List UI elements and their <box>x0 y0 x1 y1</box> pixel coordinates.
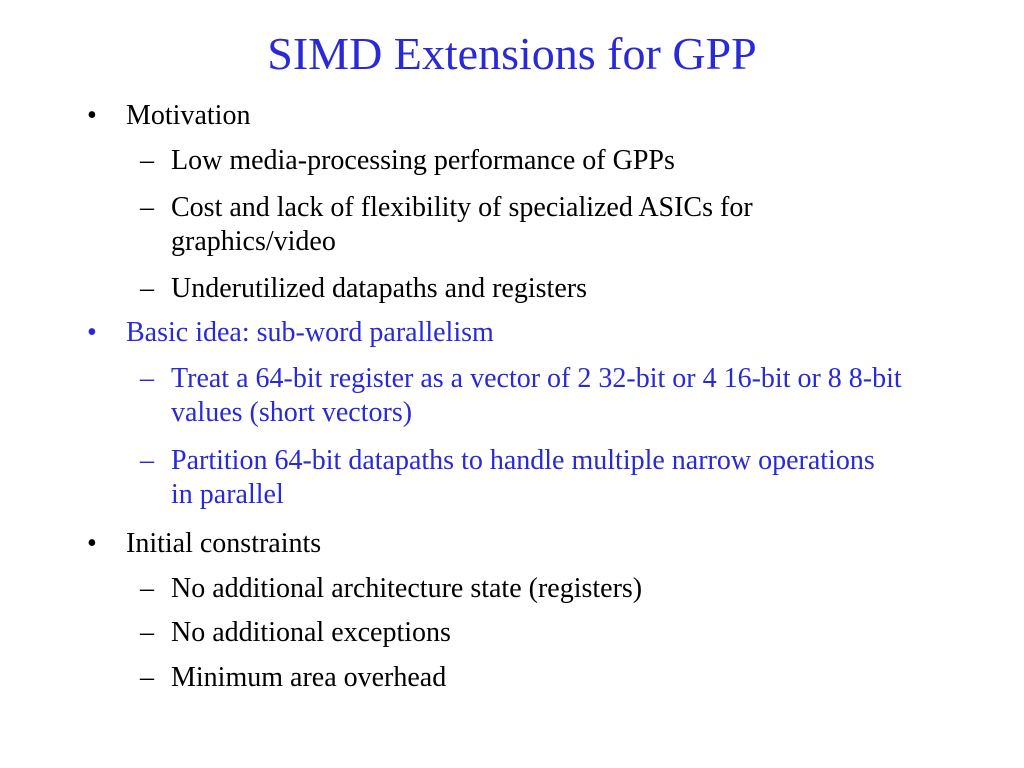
sub-bullet-text: Low media-processing performance of GPPs <box>171 145 675 176</box>
slide-title: SIMD Extensions for GPP <box>267 28 757 79</box>
sub-bullet-marker: – <box>140 662 154 693</box>
sub-bullet-marker: – <box>140 273 154 304</box>
sub-bullet-text: Minimum area overhead <box>171 662 447 693</box>
bullet-label: Basic idea: sub-word parallelism <box>126 317 494 348</box>
sub-bullet-marker: – <box>140 145 154 176</box>
sub-bullet-text: Treat a 64-bit register as a vector of 2 32-bit or 4 16-bit or 8 8-bit values (short vectors) <box>171 363 902 428</box>
sub-bullet-text: No additional architecture state (registers) <box>171 573 643 604</box>
sub-bullet-marker: – <box>140 617 154 648</box>
bullet-label: Initial constraints <box>126 528 322 559</box>
sub-bullet-marker: – <box>140 192 154 223</box>
sub-bullet-text: Underutilized datapaths and registers <box>171 273 587 304</box>
sub-bullet-text: Partition 64-bit datapaths to handle multiple narrow operations in parallel <box>171 445 875 510</box>
sub-bullet-marker: – <box>140 573 154 604</box>
bullet-marker: • <box>87 100 97 131</box>
sub-bullet-text: No additional exceptions <box>171 617 451 648</box>
bullet-label: Motivation <box>126 100 251 131</box>
sub-bullet-marker: – <box>140 445 154 476</box>
sub-bullet-marker: – <box>140 363 154 394</box>
bullet-marker: • <box>87 528 97 559</box>
sub-bullet-text: Cost and lack of flexibility of specialized ASICs for graphics/video <box>171 192 753 257</box>
bullet-marker: • <box>87 317 97 348</box>
